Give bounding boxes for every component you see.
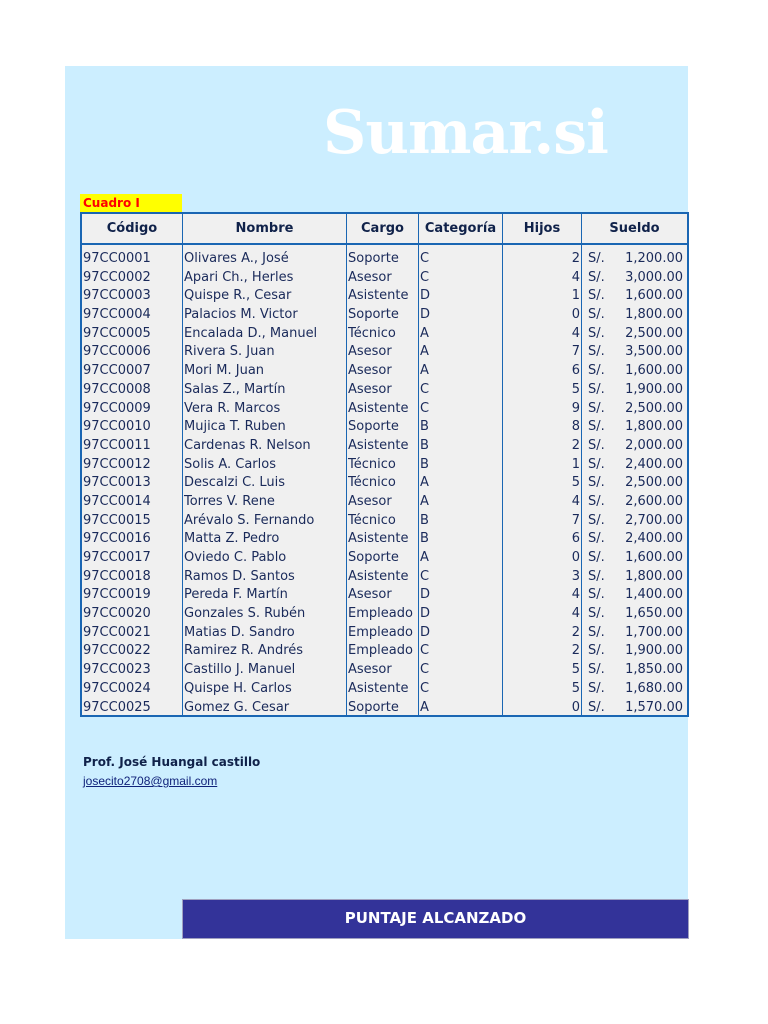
cell-categoria[interactable]: C xyxy=(420,680,430,696)
cell-hijos[interactable]: 2 xyxy=(571,624,580,640)
cell-currency[interactable]: S/. xyxy=(588,512,605,528)
cell-categoria[interactable]: C xyxy=(420,643,430,659)
cell-categoria[interactable]: D xyxy=(420,288,431,304)
table-row xyxy=(82,586,687,605)
cell-codigo[interactable]: 97CC0003 xyxy=(83,288,151,304)
cell-sueldo[interactable]: 1,900.00 xyxy=(625,643,683,659)
cell-nombre[interactable]: Matias D. Sandro xyxy=(184,624,295,640)
cell-hijos[interactable]: 5 xyxy=(571,381,580,397)
cell-categoria[interactable]: D xyxy=(420,587,431,603)
cell-cargo[interactable]: Asistente xyxy=(348,288,409,304)
cell-currency[interactable]: S/. xyxy=(588,475,605,491)
header-hijos[interactable]: Hijos xyxy=(523,221,561,236)
cell-categoria[interactable]: D xyxy=(420,307,431,323)
cell-codigo[interactable]: 97CC0010 xyxy=(83,419,151,435)
cell-cargo[interactable]: Soporte xyxy=(348,699,399,715)
cell-nombre[interactable]: Gomez G. Cesar xyxy=(184,699,290,715)
table-row xyxy=(82,306,687,325)
cell-hijos[interactable]: 2 xyxy=(571,643,580,659)
cell-hijos[interactable]: 4 xyxy=(571,325,580,341)
cell-sueldo[interactable]: 1,650.00 xyxy=(625,606,683,622)
cell-cargo[interactable]: Asesor xyxy=(348,344,392,360)
cell-nombre[interactable]: Mujica T. Ruben xyxy=(184,419,286,435)
author-name: Prof. José Huangal castillo xyxy=(83,755,261,769)
cell-categoria[interactable]: B xyxy=(420,512,429,528)
cell-codigo[interactable]: 97CC0002 xyxy=(83,269,151,285)
table-row xyxy=(82,287,687,306)
cell-cargo[interactable]: Asistente xyxy=(348,437,409,453)
cell-categoria[interactable]: C xyxy=(420,662,430,678)
cell-currency[interactable]: S/. xyxy=(588,288,605,304)
cell-hijos[interactable]: 6 xyxy=(571,531,580,547)
author-email-link[interactable]: josecito2708@gmail.com xyxy=(83,774,218,788)
cell-nombre[interactable]: Oviedo C. Pablo xyxy=(184,550,287,565)
cell-categoria[interactable]: D xyxy=(420,606,431,622)
cell-categoria[interactable]: B xyxy=(420,456,429,472)
cell-currency[interactable]: S/. xyxy=(588,307,605,323)
cell-categoria[interactable]: B xyxy=(420,419,429,435)
cell-codigo[interactable]: 97CC0020 xyxy=(83,606,151,622)
cell-sueldo[interactable]: 1,680.00 xyxy=(625,680,683,696)
cell-hijos[interactable]: 5 xyxy=(571,662,580,678)
cell-nombre[interactable]: Palacios M. Victor xyxy=(184,307,298,323)
cell-currency[interactable]: S/. xyxy=(588,437,605,453)
cell-hijos[interactable]: 3 xyxy=(571,568,580,584)
cell-nombre[interactable]: Matta Z. Pedro xyxy=(184,531,280,547)
header-sueldo[interactable]: Sueldo xyxy=(609,221,660,236)
cell-codigo[interactable]: 97CC0013 xyxy=(83,475,151,491)
table-row xyxy=(82,530,687,549)
cell-sueldo[interactable]: 1,400.00 xyxy=(625,587,683,603)
cell-categoria[interactable]: A xyxy=(420,550,429,565)
cell-codigo[interactable]: 97CC0022 xyxy=(83,643,151,659)
cell-hijos[interactable]: 7 xyxy=(571,344,580,360)
header-categoria[interactable]: Categoría xyxy=(424,221,497,236)
cell-sueldo[interactable]: 2,500.00 xyxy=(625,400,683,416)
cell-hijos[interactable]: 4 xyxy=(571,587,580,603)
cell-hijos[interactable]: 1 xyxy=(571,288,580,304)
cell-nombre[interactable]: Solis A. Carlos xyxy=(184,456,276,472)
table-body xyxy=(82,250,687,717)
cell-cargo[interactable]: Técnico xyxy=(348,325,396,341)
cell-categoria[interactable]: A xyxy=(420,699,429,715)
cell-codigo[interactable]: 97CC0014 xyxy=(83,493,151,509)
cell-currency[interactable]: S/. xyxy=(588,531,605,547)
cell-nombre[interactable]: Ramirez R. Andrés xyxy=(184,643,304,659)
cell-categoria[interactable]: A xyxy=(420,475,429,491)
cell-sueldo[interactable]: 1,900.00 xyxy=(625,381,683,397)
header-codigo[interactable]: Código xyxy=(106,221,158,236)
table-row xyxy=(82,474,687,493)
cell-hijos[interactable]: 8 xyxy=(571,419,580,435)
table-row xyxy=(82,269,687,288)
cell-sueldo[interactable]: 1,200.00 xyxy=(625,251,683,266)
cell-hijos[interactable]: 2 xyxy=(571,251,580,266)
cell-sueldo[interactable]: 1,600.00 xyxy=(625,288,683,304)
cell-currency[interactable]: S/. xyxy=(588,325,605,341)
cell-codigo[interactable]: 97CC0006 xyxy=(83,344,151,360)
cell-categoria[interactable]: A xyxy=(420,325,429,341)
cell-cargo[interactable]: Asistente xyxy=(348,400,409,416)
cell-cargo[interactable]: Empleado xyxy=(348,606,413,622)
cell-sueldo[interactable]: 3,500.00 xyxy=(625,344,683,360)
cell-nombre[interactable]: Quispe H. Carlos xyxy=(184,680,292,696)
cell-sueldo[interactable]: 3,000.00 xyxy=(625,269,683,285)
cell-currency[interactable]: S/. xyxy=(588,606,605,622)
cell-categoria[interactable]: A xyxy=(420,344,429,360)
table-row xyxy=(82,699,687,718)
cell-codigo[interactable]: 97CC0005 xyxy=(83,325,151,341)
cell-codigo[interactable]: 97CC0018 xyxy=(83,568,151,584)
cell-hijos[interactable]: 0 xyxy=(571,699,580,715)
cell-codigo[interactable]: 97CC0024 xyxy=(83,680,151,696)
table-row xyxy=(82,418,687,437)
cell-sueldo[interactable]: 1,800.00 xyxy=(625,419,683,435)
cell-nombre[interactable]: Ramos D. Santos xyxy=(184,568,295,584)
cell-hijos[interactable]: 6 xyxy=(571,363,580,379)
salary-table xyxy=(80,212,689,717)
cell-hijos[interactable]: 5 xyxy=(571,680,580,696)
cell-categoria[interactable]: C xyxy=(420,400,430,416)
cell-categoria[interactable]: C xyxy=(420,381,430,397)
cell-sueldo[interactable]: 2,700.00 xyxy=(625,512,683,528)
table-row xyxy=(82,362,687,381)
cell-cargo[interactable]: Asesor xyxy=(348,363,392,379)
cell-hijos[interactable]: 4 xyxy=(571,493,580,509)
cell-categoria[interactable]: B xyxy=(420,531,429,547)
cell-cargo[interactable]: Asistente xyxy=(348,680,409,696)
cell-categoria[interactable]: A xyxy=(420,363,429,379)
cell-codigo[interactable]: 97CC0017 xyxy=(83,550,151,565)
table-row xyxy=(82,325,687,344)
header-cargo[interactable]: Cargo xyxy=(361,221,404,236)
cell-nombre[interactable]: Olivares A., José xyxy=(184,251,289,266)
cell-nombre[interactable]: Apari Ch., Herles xyxy=(184,269,294,285)
cell-codigo[interactable]: 97CC0025 xyxy=(83,699,151,715)
cell-currency[interactable]: S/. xyxy=(588,624,605,640)
cell-cargo[interactable]: Asesor xyxy=(348,493,392,509)
cell-cargo[interactable]: Empleado xyxy=(348,624,413,640)
cell-sueldo[interactable]: 1,850.00 xyxy=(625,662,683,678)
cell-nombre[interactable]: Descalzi C. Luis xyxy=(184,475,286,491)
cell-currency[interactable]: S/. xyxy=(588,493,605,509)
cell-categoria[interactable]: B xyxy=(420,437,429,453)
cell-cargo[interactable]: Empleado xyxy=(348,643,413,659)
cell-codigo[interactable]: 97CC0012 xyxy=(83,456,151,472)
cell-cargo[interactable]: Asesor xyxy=(348,269,392,285)
cell-codigo[interactable]: 97CC0019 xyxy=(83,587,151,603)
cell-hijos[interactable]: 4 xyxy=(571,269,580,285)
cell-nombre[interactable]: Salas Z., Martín xyxy=(184,381,286,397)
cell-sueldo[interactable]: 2,400.00 xyxy=(625,456,683,472)
cell-codigo[interactable]: 97CC0007 xyxy=(83,363,151,379)
cell-nombre[interactable]: Torres V. Rene xyxy=(184,493,275,509)
cell-cargo[interactable]: Soporte xyxy=(348,550,399,565)
cell-cargo[interactable]: Técnico xyxy=(348,475,396,491)
cell-hijos[interactable]: 5 xyxy=(571,475,580,491)
cell-currency[interactable]: S/. xyxy=(588,419,605,435)
cell-cargo[interactable]: Técnico xyxy=(348,456,396,472)
cell-cargo[interactable]: Asistente xyxy=(348,531,409,547)
cell-nombre[interactable]: Quispe R., Cesar xyxy=(184,288,292,304)
cell-sueldo[interactable]: 2,500.00 xyxy=(625,475,683,491)
cell-nombre[interactable]: Vera R. Marcos xyxy=(184,400,281,416)
cell-cargo[interactable]: Soporte xyxy=(348,251,399,266)
table-row xyxy=(82,624,687,643)
cell-nombre[interactable]: Gonzales S. Rubén xyxy=(184,606,306,622)
cell-hijos[interactable]: 9 xyxy=(571,400,580,416)
cell-codigo[interactable]: 97CC0021 xyxy=(83,624,151,640)
cell-nombre[interactable]: Castillo J. Manuel xyxy=(184,662,296,678)
cell-hijos[interactable]: 0 xyxy=(571,550,580,565)
cell-sueldo[interactable]: 1,800.00 xyxy=(625,568,683,584)
table-row xyxy=(82,250,687,269)
cell-cargo[interactable]: Soporte xyxy=(348,307,399,323)
cell-currency[interactable]: S/. xyxy=(588,587,605,603)
cell-nombre[interactable]: Encalada D., Manuel xyxy=(184,325,318,341)
table-row xyxy=(82,512,687,531)
cell-cargo[interactable]: Técnico xyxy=(348,512,396,528)
cell-currency[interactable]: S/. xyxy=(588,680,605,696)
cell-hijos[interactable]: 0 xyxy=(571,307,580,323)
cell-nombre[interactable]: Cardenas R. Nelson xyxy=(184,437,311,453)
cell-currency[interactable]: S/. xyxy=(588,550,605,565)
cell-categoria[interactable]: A xyxy=(420,493,429,509)
header-nombre[interactable]: Nombre xyxy=(235,221,294,236)
cell-cargo[interactable]: Asesor xyxy=(348,381,392,397)
table-row xyxy=(82,456,687,475)
cell-nombre[interactable]: Mori M. Juan xyxy=(184,363,265,379)
cell-categoria[interactable]: C xyxy=(420,568,430,584)
score-bar: PUNTAJE ALCANZADO xyxy=(182,899,689,939)
cell-codigo[interactable]: 97CC0001 xyxy=(83,251,151,266)
cell-currency[interactable]: S/. xyxy=(588,699,605,715)
cell-currency[interactable]: S/. xyxy=(588,269,605,285)
cell-sueldo[interactable]: 1,570.00 xyxy=(625,699,683,715)
cell-currency[interactable]: S/. xyxy=(588,363,605,379)
cell-codigo[interactable]: 97CC0011 xyxy=(83,437,151,453)
cell-codigo[interactable]: 97CC0016 xyxy=(83,531,151,547)
cell-currency[interactable]: S/. xyxy=(588,643,605,659)
cell-cargo[interactable]: Asesor xyxy=(348,662,392,678)
table-row xyxy=(82,493,687,512)
cell-sueldo[interactable]: 2,400.00 xyxy=(625,531,683,547)
table-header xyxy=(82,214,687,245)
cell-codigo[interactable]: 97CC0023 xyxy=(83,662,151,678)
cell-nombre[interactable]: Rivera S. Juan xyxy=(184,344,275,360)
cell-categoria[interactable]: D xyxy=(420,624,431,640)
cell-sueldo[interactable]: 2,500.00 xyxy=(625,325,683,341)
cell-currency[interactable]: S/. xyxy=(588,251,605,266)
cell-currency[interactable]: S/. xyxy=(588,344,605,360)
cell-hijos[interactable]: 1 xyxy=(571,456,580,472)
cell-sueldo[interactable]: 1,800.00 xyxy=(625,307,683,323)
table-row xyxy=(82,437,687,456)
table-row xyxy=(82,568,687,587)
table-row xyxy=(82,661,687,680)
cell-cargo[interactable]: Soporte xyxy=(348,419,399,435)
table-row xyxy=(82,605,687,624)
cell-codigo[interactable]: 97CC0008 xyxy=(83,381,151,397)
cell-sueldo[interactable]: 2,600.00 xyxy=(625,493,683,509)
page-title: Sumar.si xyxy=(323,98,608,168)
cell-currency[interactable]: S/. xyxy=(588,456,605,472)
cell-currency[interactable]: S/. xyxy=(588,662,605,678)
cell-sueldo[interactable]: 1,600.00 xyxy=(625,550,683,565)
cell-nombre[interactable]: Arévalo S. Fernando xyxy=(184,512,315,528)
cell-currency[interactable]: S/. xyxy=(588,400,605,416)
cell-sueldo[interactable]: 1,700.00 xyxy=(625,624,683,640)
cell-codigo[interactable]: 97CC0015 xyxy=(83,512,151,528)
cell-hijos[interactable]: 7 xyxy=(571,512,580,528)
cell-categoria[interactable]: C xyxy=(420,251,430,266)
cell-sueldo[interactable]: 2,000.00 xyxy=(625,437,683,453)
cell-sueldo[interactable]: 1,600.00 xyxy=(625,363,683,379)
cell-cargo[interactable]: Asistente xyxy=(348,568,409,584)
cell-codigo[interactable]: 97CC0009 xyxy=(83,400,151,416)
table-row xyxy=(82,549,687,568)
cell-currency[interactable]: S/. xyxy=(588,381,605,397)
table-label: Cuadro I xyxy=(80,194,182,212)
cell-codigo[interactable]: 97CC0004 xyxy=(83,307,151,323)
table-row xyxy=(82,400,687,419)
cell-nombre[interactable]: Pereda F. Martín xyxy=(184,587,288,603)
cell-hijos[interactable]: 4 xyxy=(571,606,580,622)
cell-cargo[interactable]: Asesor xyxy=(348,587,392,603)
cell-categoria[interactable]: C xyxy=(420,269,430,285)
table-row xyxy=(82,343,687,362)
table-row xyxy=(82,642,687,661)
table-row xyxy=(82,680,687,699)
cell-hijos[interactable]: 2 xyxy=(571,437,580,453)
table-row xyxy=(82,381,687,400)
cell-currency[interactable]: S/. xyxy=(588,568,605,584)
